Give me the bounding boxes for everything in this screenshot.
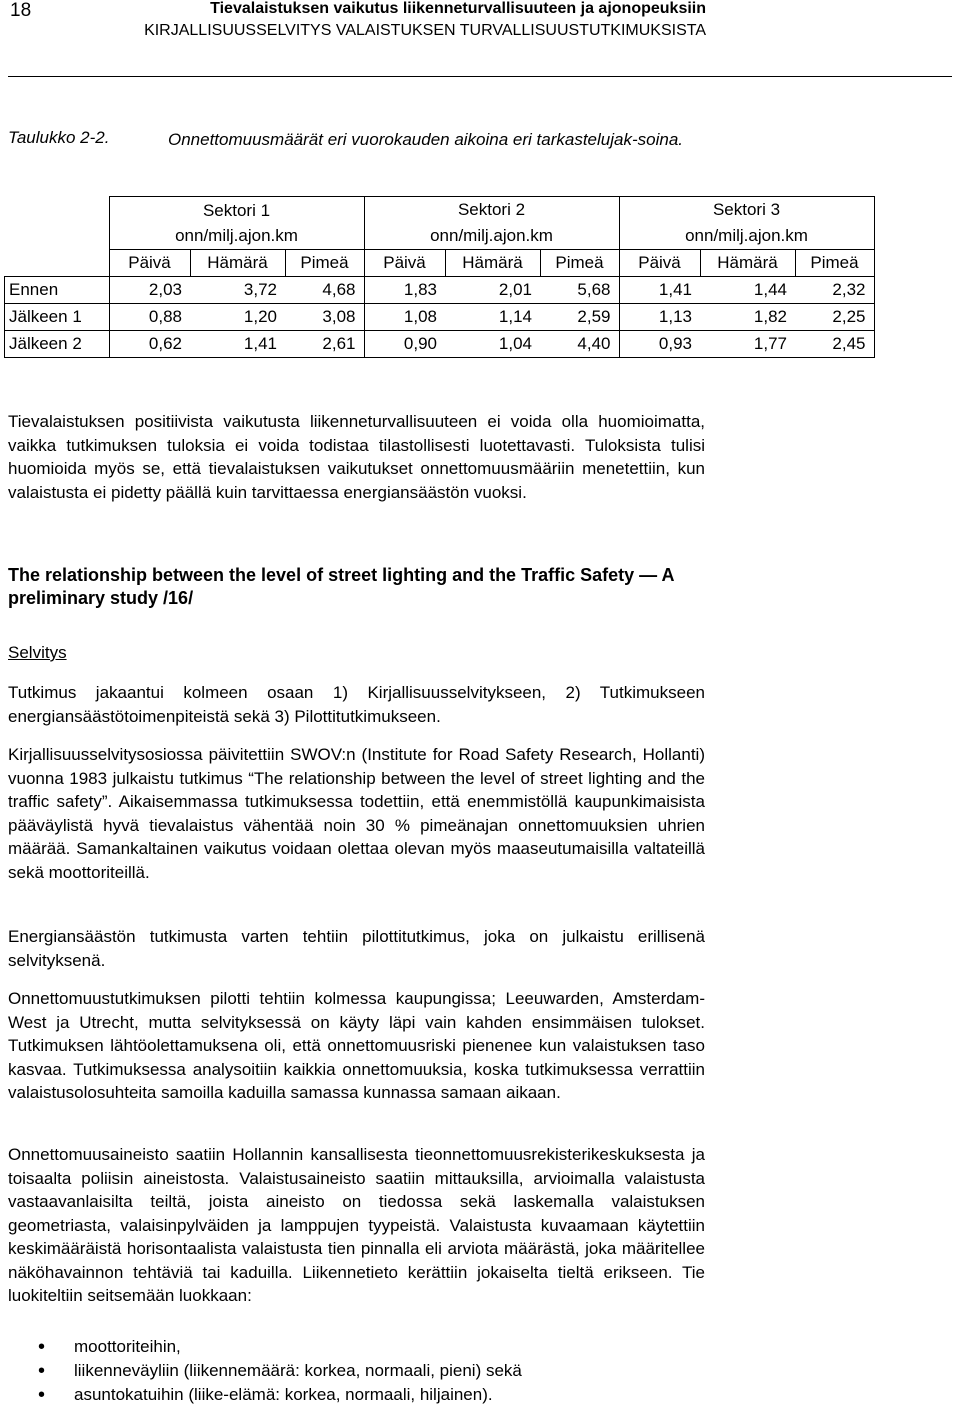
running-header-title: Tievalaistuksen vaikutus liikenneturvallisuuteen ja ajonopeuksiin bbox=[210, 0, 706, 17]
table-cell: 2,61 bbox=[285, 331, 364, 358]
table-row bbox=[5, 277, 875, 304]
section-heading: The relationship between the level of street lighting and the Traffic Safety — A preliminary study /16/ bbox=[8, 565, 674, 608]
table-cell: 0,93 bbox=[619, 331, 700, 358]
subheader-cell: Hämärä bbox=[700, 250, 795, 277]
sector-1-unit: onn/milj.ajon.km bbox=[109, 223, 364, 250]
paragraph-text: Tutkimus jakaantui kolmeen osaan 1) Kirjallisuusselvitykseen, 2) Tutkimukseen energiansäästötoimenpiteistä sekä 3) Pilottitutkimukseen. bbox=[8, 683, 705, 726]
table-cell: 2,32 bbox=[795, 277, 874, 304]
table-caption-label: Taulukko 2-2. bbox=[8, 128, 110, 147]
subheader-cell: Hämärä bbox=[190, 250, 285, 277]
table-cell: 1,20 bbox=[190, 304, 285, 331]
paragraph bbox=[8, 987, 705, 1105]
table-cell: 3,72 bbox=[190, 277, 285, 304]
sector-2-name: Sektori 2 bbox=[364, 197, 619, 224]
table-cell: 1,04 bbox=[445, 331, 540, 358]
paragraph-text: Onnettomuusaineisto saatiin Hollannin kansallisesta tieonnettomuusrekisterikeskuksesta ja toisaalta poliisin aineistosta. Valaistusaineisto saatiin mittauksilla, arvioimalla valaistusta vastaavanlaisilta teiltä, joista aineisto on tiedossa sekä laskemalla valaistuksen geometriasta, valaisinpylväiden ja lamppujen tyypeistä. Valaistusta kuvaamaan käytettiin keskimääräistä horisontaalista valaistusta tien pinnalla eli arviota määrästä, joka määritellee näköhavainnon tehtäviä tai kaduilla. Liikennetieto kerättiin jokaiselta tieltä erikseen. Tie luokiteltiin seitsemään luokkaan: bbox=[8, 1145, 705, 1305]
subheader-cell: Pimeä bbox=[795, 250, 874, 277]
sector-3-unit: onn/milj.ajon.km bbox=[619, 223, 874, 250]
paragraph bbox=[8, 410, 705, 504]
subheader-cell: Pimeä bbox=[285, 250, 364, 277]
paragraph-text: Tievalaistuksen positiivista vaikutusta liikenneturvallisuuteen ei voida olla huomioimatta, vaikka tutkimuksen tuloksia ei voida todistaa tilastollisesti luotettavasti. Tuloksista tulisi huomioida myös se, että tievalaistuksen vaikutukset onnettomuusmääriin menetettiin, kun valaistusta ei pidetty päällä kuin tarvittaessa energiansäästön vuoksi. bbox=[8, 412, 705, 502]
table-cell: 2,45 bbox=[795, 331, 874, 358]
table-cell: 1,08 bbox=[364, 304, 445, 331]
table-row bbox=[5, 331, 875, 358]
table-cell: 1,41 bbox=[190, 331, 285, 358]
table-cell: 0,88 bbox=[109, 304, 190, 331]
table-cell: 2,59 bbox=[540, 304, 619, 331]
table-cell: 2,25 bbox=[795, 304, 874, 331]
paragraph bbox=[8, 743, 705, 884]
table-cell: 1,14 bbox=[445, 304, 540, 331]
table-cell: 1,44 bbox=[700, 277, 795, 304]
table-caption-text: Onnettomuusmäärät eri vuorokauden aikoina eri tarkastelujak-soina. bbox=[168, 130, 683, 149]
sector-3-name: Sektori 3 bbox=[619, 197, 874, 224]
subheader-cell: Pimeä bbox=[540, 250, 619, 277]
subheader-cell: Päivä bbox=[109, 250, 190, 277]
list-item: • liikenneväyliin (liikennemäärä: korkea, normaali, pieni) sekä bbox=[8, 1359, 522, 1383]
table-cell: 0,62 bbox=[109, 331, 190, 358]
table-cell: 1,82 bbox=[700, 304, 795, 331]
paragraph bbox=[8, 681, 705, 728]
table-cell: 3,08 bbox=[285, 304, 364, 331]
table-row bbox=[5, 304, 875, 331]
row-label: Jälkeen 2 bbox=[5, 331, 110, 358]
running-header-subtitle: KIRJALLISUUSSELVITYS VALAISTUKSEN TURVALLISUUSTUTKIMUKSISTA bbox=[144, 22, 706, 39]
paragraph-text: Energiansäästön tutkimusta varten tehtiin pilottitutkimus, joka on julkaistu erillisenä selvityksenä. bbox=[8, 927, 705, 970]
subheader-cell: Päivä bbox=[619, 250, 700, 277]
sector-2-unit: onn/milj.ajon.km bbox=[364, 223, 619, 250]
row-label: Ennen bbox=[5, 277, 110, 304]
row-label: Jälkeen 1 bbox=[5, 304, 110, 331]
sector-1-name: Sektori 1 bbox=[109, 197, 364, 224]
paragraph bbox=[8, 925, 705, 972]
table-cell: 1,83 bbox=[364, 277, 445, 304]
subheader-cell: Hämärä bbox=[445, 250, 540, 277]
subheader-cell: Päivä bbox=[364, 250, 445, 277]
table-cell: 4,40 bbox=[540, 331, 619, 358]
list-item: • moottoriteihin, bbox=[8, 1335, 522, 1359]
paragraph bbox=[8, 1143, 705, 1308]
table-cell: 1,77 bbox=[700, 331, 795, 358]
table-cell: 2,03 bbox=[109, 277, 190, 304]
paragraph-text: Kirjallisuusselvitysosiossa päivitettiin SWOV:n (Institute for Road Safety Research, Hollanti) vuonna 1983 julkaistu tutkimus “The relationship between the level of street lighting and the traffic safety”. Aikaisemmassa tutkimuksessa todettiin, että enemmistöllä kaupunkimaisista pääväylistä hyvä tievalaistus vähentää noin 30 % pimeänajan onnettomuuksien uhrien määrää. Samankaltainen vaikutus voidaan olettaa olevan myös maaseutumaisilla valtateillä sekä moottoriteillä. bbox=[8, 745, 705, 882]
table-cell: 2,01 bbox=[445, 277, 540, 304]
road-class-list bbox=[8, 1335, 522, 1407]
table-cell: 4,68 bbox=[285, 277, 364, 304]
table-cell: 5,68 bbox=[540, 277, 619, 304]
page-number: 18 bbox=[10, 0, 32, 21]
table-cell: 1,41 bbox=[619, 277, 700, 304]
accident-rate-table bbox=[4, 196, 875, 358]
table-cell: 0,90 bbox=[364, 331, 445, 358]
paragraph-text: Onnettomuustutkimuksen pilotti tehtiin kolmessa kaupungissa; Leeuwarden, Amsterdam-West ja Utrecht, mutta selvityksessä on käyty läpi vain kahden ensimmäisen tulokset. Tutkimuksen lähtöolettamuksena oli, että onnettomuusriski pienenee kun valaistuksen taso kasvaa. Tutkimuksessa analysoitiin kaikkia onnettomuuksia, koska tutkimuksessa verrattiin valaistusolosuhteita samoilla kaduilla samassa kunnassa samaan aikaan. bbox=[8, 989, 705, 1102]
section-title: Selvitys bbox=[8, 643, 67, 662]
table-cell: 1,13 bbox=[619, 304, 700, 331]
header-rule bbox=[8, 76, 952, 77]
list-item: • asuntokatuihin (liike-elämä: korkea, normaali, hiljainen). bbox=[8, 1383, 522, 1407]
